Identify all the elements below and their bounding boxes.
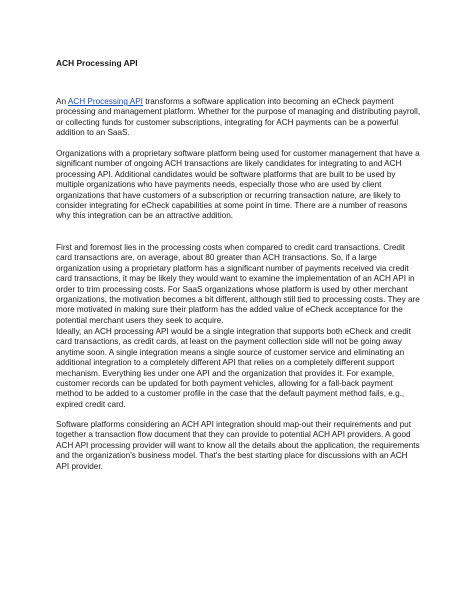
paragraph-candidates [56,149,428,222]
paragraph-line: organizations, the motivation becomes a bit different, although still tied to processing costs. They are [56,295,420,305]
paragraph-line: API provider. [56,461,103,471]
paragraph-line: Ideally, an ACH processing API would be a single integration that supports both eCheck and credit [56,327,411,336]
paragraph-line: more motivated in making sure their platform has the added value of eCheck acceptance for the [56,305,403,315]
paragraph-line: and the organization's business model. That's the best starting place for discussions with an ACH [56,451,408,461]
paragraph-line: processing API. Additional candidates would be software platforms that are built to be used by [56,169,396,179]
paragraph-line: multiple organizations who have payments needs, especially those who are used by client [56,180,382,190]
paragraph-single-integration [56,327,428,410]
intro-lead-text: An [56,97,68,106]
paragraph-line: card transactions are, on average, about 80 greater than ACH transactions. So, if a large [56,253,377,263]
paragraph-line: ACH API processing provider will want to know all the details about the application, the requirements [56,440,420,450]
paragraph-line: card transactions, as credit cards, at least on the payment collection side will not be going away [56,337,402,347]
paragraph-line: organizations that have customers of a subscription or recurring transaction nature, are likely to [56,190,401,200]
paragraph-line: Software platforms considering an ACH API integration should map-out their requirements and put [56,420,411,429]
paragraph-line: or collecting funds for customer subscriptions, integrating for ACH payments can be a powerful [56,117,399,127]
paragraph-line: card transactions, it may be likely they would want to examine the implementation of an ACH API in [56,274,415,284]
paragraph-intro [56,97,428,139]
paragraph-line: customer records can be updated for both payment vehicles, allowing for a fall-back payment [56,379,393,389]
paragraph-line: addition to an SaaS. [56,128,130,138]
paragraph-line: significant number of ongoing ACH transactions are likely candidates for integrating to and ACH [56,159,402,169]
paragraph-line: why this integration can be an attractive addition. [56,211,234,221]
paragraph-line: First and foremost lies in the processing costs when compared to credit card transactions. Credit [56,243,406,252]
paragraph-line [56,97,428,107]
paragraph-line: order to trim processing costs. For SaaS organizations whose platform is used by other merchant [56,284,408,294]
paragraph-line: consider integrating for eCheck capabilities at some point in time. There are a number of reasons [56,201,408,211]
paragraph-line: together a transaction flow document that they can provide to potential ACH API providers. A good [56,430,411,440]
paragraph-line: anytime soon. A single integration means a single source of customer service and eliminating an [56,347,405,357]
paragraph-line: processing and management platform. Whether for the purpose of managing and distributing payroll, [56,107,421,117]
paragraph-line: potential merchant users they seek to acquire. [56,315,224,325]
paragraph-line: Organizations with a proprietary software platform being used for customer management that have a [56,149,420,158]
page-title: ACH Processing API [56,58,138,68]
ach-processing-api-link[interactable]: ACH Processing API [67,97,143,106]
paragraph-line: additional integration to a completely different API that relies on a completely different support [56,358,395,368]
paragraph-line: method to be added to a customer profile in the case that the default payment method fails, e.g., [56,389,405,399]
paragraph-line: expired credit card. [56,399,126,409]
paragraph-line: mechanism. Everything lies under one API and the organization that provides it. For example, [56,368,395,378]
paragraph-processing-costs [56,243,428,326]
paragraph-requirements [56,420,428,472]
paragraph-line: organization using a proprietary platform has a significant number of payments received via credit [56,263,409,273]
intro-line-rest: transforms a software application into becoming an eCheck payment [142,97,394,106]
